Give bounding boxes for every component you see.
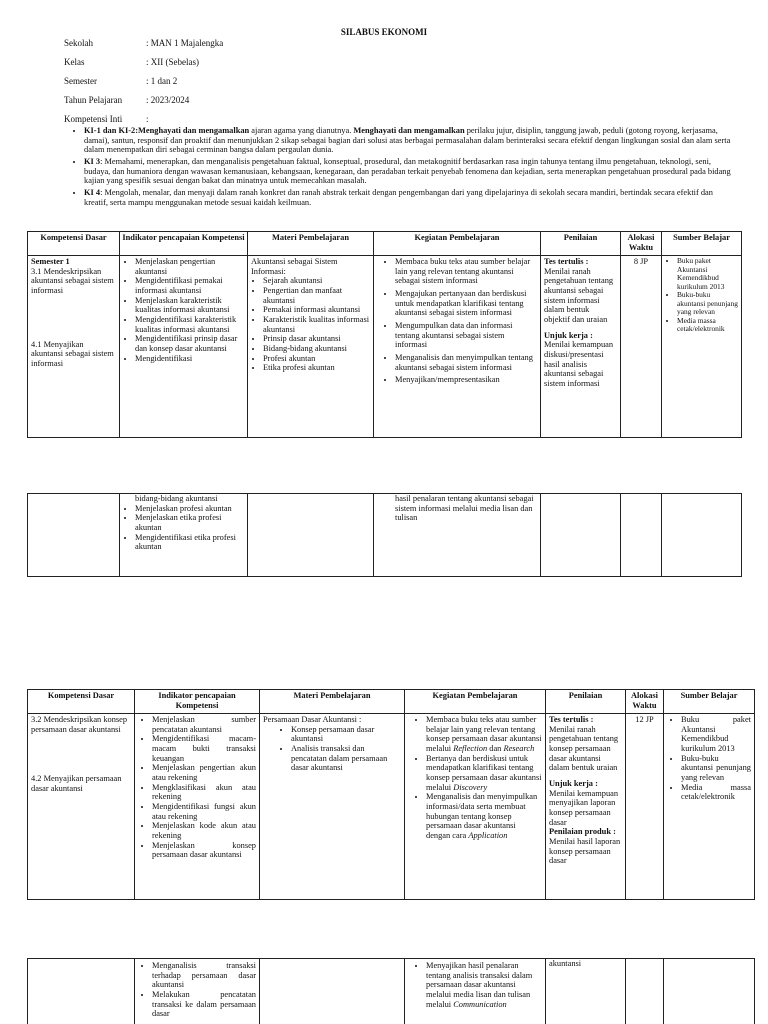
page-title: SILABUS EKONOMI: [340, 27, 428, 37]
list-item: • Menjelaskan karakteristik kualitas informasi akuntansi: [135, 296, 244, 315]
list-item: • Mengidentifikasi macam-macam bukti transaksi keuangan: [152, 734, 256, 763]
list-item: • Menganalisis dan menyimpulkan tentang akuntansi sebagai sistem informasi: [395, 353, 537, 372]
header-penilaian: Penilaian: [541, 232, 621, 256]
list-item: • Buku paket Akuntansi Kemendikbud kurikulum 2013: [677, 257, 738, 291]
silabus-table-1-continued: [27, 493, 742, 577]
materi-cell: [248, 256, 374, 438]
materi-cell: [260, 714, 405, 900]
list-item: • Mengidentifikasi pemakai informasi akuntansi: [135, 276, 244, 295]
kd-cell: [28, 494, 120, 577]
penilaian-cell: [541, 494, 621, 577]
kegiatan-cell: [405, 714, 546, 900]
materi-cell: [248, 494, 374, 577]
list-item: • Mengidentifikasi: [135, 354, 244, 364]
kompetensi-inti-list: [70, 126, 732, 209]
list-item: • Mengidentifikasi fungsi akun atau rekening: [152, 802, 256, 821]
list-item: • Menjelaskan sumber pencatatan akuntansi: [152, 715, 256, 734]
ki-1-2: • KI-1 dan KI-2:Menghayati dan mengamalkan ajaran agama yang dianutnya. Menghayati dan mengamalkan perilaku jujur, disiplin, tanggung jawab, peduli (gotong royong, kerjasama, damai), santun, responsif dan proaktif dan menunjukkan 2 sikap sebagai bagian dari solusi atas berbagai permasalahan dalam berinteraksi secara efektif dengan lingkungan sosial dan alam serta dalam menempatkan diri sebagai cerminan bangsa dalam pergaulan dunia.: [84, 126, 732, 155]
info-row-sekolah: Sekolah : MAN 1 Majalengka: [64, 38, 224, 48]
info-row-semester: Semester : 1 dan 2: [64, 76, 178, 86]
header-penilaian: Penilaian: [546, 690, 626, 714]
info-row-tahun: Tahun Pelajaran : 2023/2024: [64, 95, 190, 105]
alokasi-cell: [621, 494, 662, 577]
alokasi-cell: 8 JP: [621, 256, 662, 438]
kd-3-2: 3.2 Mendeskripsikan konsep persamaan dasar akuntansi: [31, 715, 128, 734]
info-row-ki: Kompetensi Inti :: [64, 114, 149, 124]
list-item: • Buku paket Akuntansi Kemendikbud kurikulum 2013: [681, 715, 751, 754]
list-item: • Menganalisis dan menyimpulkan informasi/data serta membuat hubungan tentang konsep persamaan dasar akuntansi dengan cara Application: [426, 792, 542, 840]
list-item: • Melakukan pencatatan transaksi ke dalam persamaan dasar: [152, 990, 256, 1019]
list-item: • Pemakai informasi akuntansi: [263, 305, 370, 315]
sumber-cell: [662, 494, 742, 577]
alokasi-cell: [626, 959, 664, 1024]
list-item: • Profesi akuntan: [263, 354, 370, 364]
list-item: • Membaca buku teks atau sumber belajar lain yang relevan tentang akuntansi sebagai sistem informasi: [395, 257, 537, 286]
header-alokasi: Alokasi Waktu: [621, 232, 662, 256]
list-item: • Pengertian dan manfaat akuntansi: [263, 286, 370, 305]
header-sumber: Sumber Belajar: [664, 690, 755, 714]
kd-cell: [28, 959, 135, 1024]
kegiatan-cell: [374, 256, 541, 438]
kegiatan-cell: [405, 959, 546, 1024]
ki-4: • KI 4: Mengolah, menalar, dan menyaji dalam ranah konkret dan ranah abstrak terkait dengan pengembangan dari yang dipelajarinya di sekolah secara mandiri, bertindak secara efektif dan kreatif, serta mampu menggunakan metode sesuai kaidah keilmuan.: [84, 188, 732, 207]
ki-3: • KI 3: Memahami, menerapkan, dan menganalisis pengetahuan faktual, konseptual, prosedural, dan metakognitif berdasarkan rasa ingin tahunya tentang ilmu pengetahuan, teknologi, seni, budaya, dan humaniora dengan wawasan kemanusiaan, kebangsaan, kenegaraan, dan peradaban terkait penyebab fenomena dan kejadian, serta menerapkan pengetahuan prosedural pada bidang kajian yang spesifik sesuai dengan bakat dan minatnya untuk memecahkan masalah.: [84, 157, 732, 186]
penilaian-cell: Tes tertulis : Menilai ranah pengetahuan tentang konsep persamaan dasar akuntansi dalam bentuk uraian Unjuk kerja : Menilai kemampuan menyajikan laporan konsep persamaan dasar Penilaian produk : Menilai hasil laporan konsep persamaan dasar: [546, 714, 626, 900]
materi-title: Persamaan Dasar Akuntansi :: [263, 715, 362, 724]
indikator-cell: [135, 714, 260, 900]
kd-4-2: 4.2 Menyajikan persamaan dasar akuntansi: [31, 774, 122, 793]
list-item: • Mengumpulkan data dan informasi tentang akuntansi sebagai sistem informasi: [395, 321, 537, 350]
list-item: • Menjelaskan kode akun atau rekening: [152, 821, 256, 840]
list-item: • Mengklasifikasi akun atau rekening: [152, 783, 256, 802]
list-item: • Bertanya dan berdiskusi untuk mendapatkan klarifikasi tentang konsep persamaan dasar akuntansi melalui Discovery: [426, 754, 542, 793]
list-item: • Menjelaskan pengertian akuntansi: [135, 257, 244, 276]
header-kd: Kompetensi Dasar: [28, 232, 120, 256]
list-item: • Konsep persamaan dasar akuntansi: [291, 725, 401, 744]
kd-3-1: 3.1 Mendeskripsikan akuntansi sebagai sistem informasi: [31, 266, 114, 295]
header-alokasi: Alokasi Waktu: [626, 690, 664, 714]
silabus-table-1: [27, 231, 742, 438]
list-item: • Bidang-bidang akuntansi: [263, 344, 370, 354]
list-item: • Membaca buku teks atau sumber belajar lain yang relevan tentang konsep persamaan dasar akuntansi melalui Reflection dan Research: [426, 715, 542, 754]
kegiatan-cell: hasil penalaran tentang akuntansi sebagai sistem informasi melalui media lisan dan tulisan: [374, 494, 541, 577]
list-item: • Menjelaskan etika profesi akuntan: [135, 513, 244, 532]
indikator-cell: bidang-bidang akuntansi • Menjelaskan profesi akuntan • Menjelaskan etika profesi akuntan • Mengidentifikasi etika profesi akuntan: [120, 494, 248, 577]
sumber-cell: [662, 256, 742, 438]
header-kegiatan: Kegiatan Pembelajaran: [374, 232, 541, 256]
list-item: • Menyajikan hasil penalaran tentang analisis transaksi dalam persamaan dasar akuntansi melalui media lisan dan tulisan melalui Communication: [426, 961, 542, 1009]
school-info: [64, 38, 446, 133]
list-item: • Mengajukan pertanyaan dan berdiskusi untuk mendapatkan klarifikasi tentang akuntansi sebagai sistem informasi: [395, 289, 537, 318]
list-item: • Karakteristik kualitas informasi akuntansi: [263, 315, 370, 334]
penilaian-cell: Tes tertulis : Menilai ranah pengetahuan tentang akuntansi sebagai sistem informasi dalam bentuk objektif dan uraian Unjuk kerja : Menilai kemampuan diskusi/presentasi hasil analisis akuntansi sebagai sistem informasi: [541, 256, 621, 438]
info-row-kelas: Kelas : XII (Sebelas): [64, 57, 199, 67]
silabus-table-2: [27, 689, 755, 900]
list-item: • Menjelaskan konsep persamaan dasar akuntansi: [152, 841, 256, 860]
list-item: • Analisis transaksi dan pencatatan dalam persamaan dasar akuntansi: [291, 744, 401, 773]
list-item: • Menganalisis transaksi terhadap persamaan dasar akuntansi: [152, 961, 256, 990]
header-kd: Kompetensi Dasar: [28, 690, 135, 714]
list-item: • Mengidentifikasi etika profesi akuntan: [135, 533, 244, 552]
sumber-cell: [664, 959, 755, 1024]
list-item: • Etika profesi akuntan: [263, 363, 370, 373]
semester-label: Semester 1: [31, 257, 70, 266]
header-indikator: Indikator pencapaian Kompetensi: [135, 690, 260, 714]
silabus-table-2-continued: [27, 958, 755, 1024]
header-materi: Materi Pembelajaran: [248, 232, 374, 256]
kd-cell: [28, 714, 135, 900]
header-indikator: Indikator pencapaian Kompetensi: [120, 232, 248, 256]
list-item: • Sejarah akuntansi: [263, 276, 370, 286]
list-item: • Media massa cetak/elektronik: [681, 783, 751, 802]
header-sumber: Sumber Belajar: [662, 232, 742, 256]
indikator-cell: [135, 959, 260, 1024]
penilaian-cell: akuntansi: [546, 959, 626, 1024]
materi-title: Akuntansi sebagai Sistem Informasi:: [251, 257, 338, 276]
header-kegiatan: Kegiatan Pembelajaran: [405, 690, 546, 714]
alokasi-cell: 12 JP: [626, 714, 664, 900]
indikator-cell: [120, 256, 248, 438]
list-item: • Prinsip dasar akuntansi: [263, 334, 370, 344]
list-item: • Menjelaskan profesi akuntan: [135, 504, 244, 514]
list-item: • Buku-buku akuntansi penunjang yang relevan: [677, 291, 738, 317]
list-item: • Media massa cetak/elektronik: [677, 317, 738, 334]
kd-4-1: 4.1 Menyajikan akuntansi sebagai sistem informasi: [31, 339, 114, 368]
list-item: • Buku-buku akuntansi penunjang yang relevan: [681, 754, 751, 783]
sumber-cell: [664, 714, 755, 900]
header-materi: Materi Pembelajaran: [260, 690, 405, 714]
list-item: • Mengidentifikasi prinsip dasar dan konsep dasar akuntansi: [135, 334, 244, 353]
kd-cell: [28, 256, 120, 438]
list-item: • Mengidentifikasi karakteristik kualitas informasi akuntansi: [135, 315, 244, 334]
list-item: • Menyajikan/mempresentasikan: [395, 375, 537, 385]
list-item: • Menjelaskan pengertian akun atau rekening: [152, 763, 256, 782]
materi-cell: [260, 959, 405, 1024]
